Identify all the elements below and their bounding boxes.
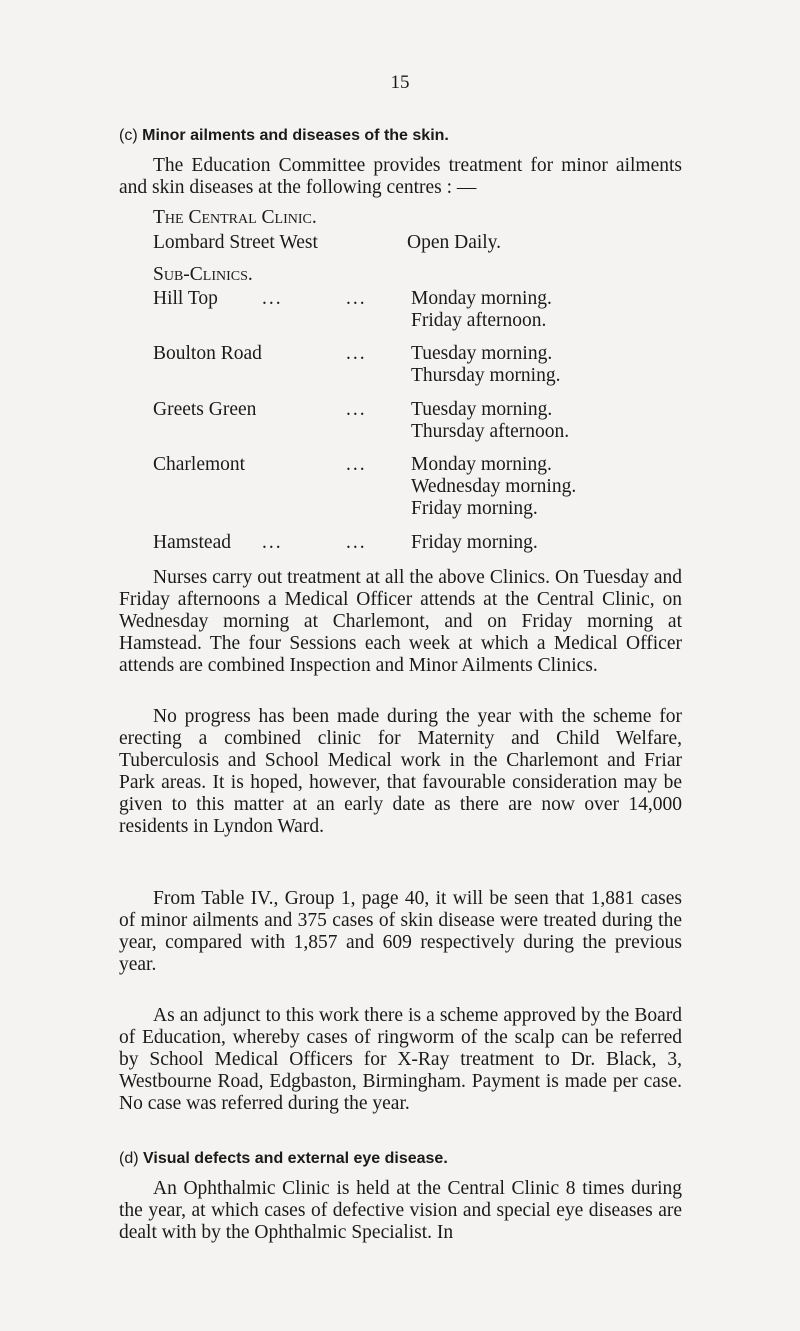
paragraph-no-progress: No progress has been made during the year with the scheme for erecting a combined clinic for Maternity and Child Welfare, Tuberculosis and School Medical work in the Charlemont and Friar Park areas. It is hoped, however, that favourable consideration may be given to this matter at an early date as there are now over 14,000 residents in Lyndon Ward. bbox=[119, 706, 682, 837]
paragraph-ringworm: As an adjunct to this work there is a scheme approved by the Board of Education, whereby cases of ringworm of the scalp can be referred by School Medical Officers for X-Ray treatment to Dr. Black, 3, Westbourne Road, Edgbaston, Birmingham. Payment is made per case. No case was referred during the year. bbox=[119, 1005, 682, 1114]
section-d-marker: (d) bbox=[119, 1150, 139, 1167]
section-c-title: Minor ailments and diseases of the skin. bbox=[142, 127, 449, 144]
section-c-intro: The Education Committee provides treatment for minor ailments and skin diseases at the following centres : — bbox=[119, 155, 682, 198]
sub-clinic-name-charlemont: Charlemont bbox=[153, 454, 246, 475]
sub-clinic-dots: ... bbox=[346, 532, 367, 553]
sub-clinic-time: Wednesday morning. bbox=[411, 476, 577, 497]
sub-clinic-time: Friday morning. bbox=[411, 532, 538, 553]
section-c-heading bbox=[119, 127, 449, 145]
sub-clinic-name-greets-green: Greets Green bbox=[153, 399, 257, 420]
central-clinic-location: Lombard Street West bbox=[153, 232, 318, 253]
sub-clinics-heading: Sub-Clinics. bbox=[153, 264, 253, 285]
sub-clinic-time: Monday morning. bbox=[411, 288, 552, 309]
sub-clinic-lead-dots: ... bbox=[262, 532, 283, 553]
section-d-heading bbox=[119, 1150, 448, 1168]
sub-clinic-time: Tuesday morning. bbox=[411, 399, 553, 420]
sub-clinic-time: Thursday morning. bbox=[411, 365, 561, 386]
sub-clinic-name-hill-top: Hill Top bbox=[153, 288, 218, 309]
sub-clinic-times-greets-green bbox=[411, 399, 569, 443]
sub-clinic-dots: ... bbox=[346, 343, 367, 364]
sub-clinic-time: Friday morning. bbox=[411, 498, 538, 519]
sub-clinic-lead-dots: ... bbox=[262, 288, 283, 309]
sub-clinic-name-boulton-road: Boulton Road bbox=[153, 343, 262, 364]
central-clinic-heading: The Central Clinic. bbox=[153, 207, 317, 228]
sub-clinic-time: Friday afternoon. bbox=[411, 310, 547, 331]
section-d-title: Visual defects and external eye disease. bbox=[143, 1150, 448, 1167]
sub-clinic-dots: ... bbox=[346, 288, 367, 309]
sub-clinic-times-charlemont bbox=[411, 454, 576, 520]
sub-clinic-time: Thursday afternoon. bbox=[411, 421, 570, 442]
sub-clinic-dots: ... bbox=[346, 399, 367, 420]
sub-clinic-name-hamstead: Hamstead bbox=[153, 532, 231, 553]
sub-clinic-dots: ... bbox=[346, 454, 367, 475]
sub-clinic-time: Tuesday morning. bbox=[411, 343, 553, 364]
sub-clinic-time: Monday morning. bbox=[411, 454, 552, 475]
paragraph-nurses: Nurses carry out treatment at all the above Clinics. On Tuesday and Friday afternoons a Medical Officer attends at the Central Clinic, on Wednesday morning at Charlemont, and on Friday morning at Hamstead. The four Sessions each week at which a Medical Officer attends are combined Inspection and Minor Ailments Clinics. bbox=[119, 567, 682, 676]
sub-clinic-times-hamstead bbox=[411, 532, 538, 554]
central-clinic-hours: Open Daily. bbox=[407, 232, 502, 253]
section-c-marker: (c) bbox=[119, 127, 138, 144]
sub-clinic-times-boulton-road bbox=[411, 343, 560, 387]
section-d-text: An Ophthalmic Clinic is held at the Central Clinic 8 times during the year, at which cases of defective vision and special eye diseases are dealt with by the Ophthalmic Specialist. In bbox=[119, 1178, 682, 1243]
page-number: 15 bbox=[390, 72, 410, 93]
paragraph-table-iv: From Table IV., Group 1, page 40, it will be seen that 1,881 cases of minor ailments and 375 cases of skin disease were treated during the year, compared with 1,857 and 609 respectively during the previous year. bbox=[119, 888, 682, 975]
sub-clinic-times-hill-top bbox=[411, 288, 552, 332]
